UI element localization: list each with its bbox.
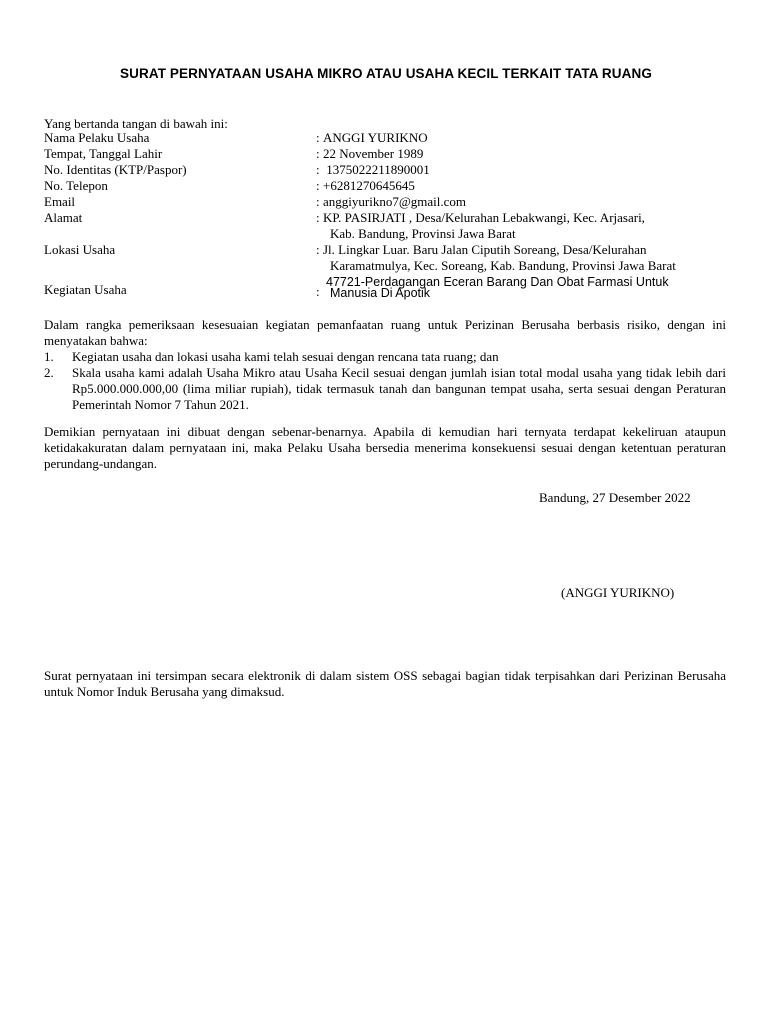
list-item xyxy=(44,365,726,413)
field-value: 1375022211890001 xyxy=(323,162,430,177)
field-label: Tempat, Tanggal Lahir xyxy=(44,146,163,161)
field-colon: : xyxy=(316,130,320,145)
field-label: Lokasi Usaha xyxy=(44,242,116,257)
field-value: Jl. Lingkar Luar. Baru Jalan Ciputih Soreang, Desa/Kelurahan xyxy=(323,242,647,257)
field-value: 22 November 1989 xyxy=(323,146,424,161)
field-label: Alamat xyxy=(44,210,83,225)
list-number: 1. xyxy=(44,349,54,364)
field-colon: : xyxy=(316,210,320,225)
list-text: Skala usaha kami adalah Usaha Mikro atau Usaha Kecil sesuai dengan jumlah isian total modal usaha yang tidak lebih dari Rp5.000.000.000,00 (lima miliar rupiah), tidak termasuk tanah dan bangunan tempat usaha, serta sesuai dengan Peraturan Pemerintah Nomor 7 Tahun 2021. xyxy=(72,365,726,412)
list-text: Kegiatan usaha dan lokasi usaha kami telah sesuai dengan rencana tata ruang; dan xyxy=(72,349,499,364)
field-value: 47721-Perdagangan Eceran Barang Dan Obat Farmasi Untuk xyxy=(326,275,669,289)
field-colon: : xyxy=(316,178,320,193)
field-colon: : xyxy=(316,162,320,177)
field-value: +6281270645645 xyxy=(323,178,415,193)
signatory-name: (ANGGI YURIKNO) xyxy=(561,585,675,600)
field-label: No. Identitas (KTP/Paspor) xyxy=(44,162,187,177)
document-title: SURAT PERNYATAAN USAHA MIKRO ATAU USAHA KECIL TERKAIT TATA RUANG xyxy=(120,66,652,81)
statement-lead: Dalam rangka pemeriksaan kesesuaian kegiatan pemanfaatan ruang untuk Perizinan Berusaha berbasis risiko, dengan ini menyatakan bahwa: xyxy=(44,317,726,348)
field-label: No. Telepon xyxy=(44,178,108,193)
list-item xyxy=(44,349,726,365)
closing-paragraph: Demikian pernyataan ini dibuat dengan sebenar-benarnya. Apabila di kemudian hari ternyata terdapat kekeliruan ataupun ketidakakuratan dalam pernyataan ini, maka Pelaku Usaha bersedia menerima konsekuensi sesuai dengan ketentuan peraturan perundang-undangan. xyxy=(44,424,726,471)
field-colon: : xyxy=(316,242,320,257)
field-colon: : xyxy=(316,146,320,161)
field-value-line2: Manusia Di Apotik xyxy=(330,286,431,300)
footer-note: Surat pernyataan ini tersimpan secara elektronik di dalam sistem OSS sebagai bagian tidak terpisahkan dari Perizinan Berusaha untuk Nomor Induk Berusaha yang dimaksud. xyxy=(44,668,726,699)
field-label: Nama Pelaku Usaha xyxy=(44,130,150,145)
statement-list xyxy=(44,349,726,413)
field-value-line2: Kab. Bandung, Provinsi Jawa Barat xyxy=(330,226,516,241)
field-value: KP. PASIRJATI , Desa/Kelurahan Lebakwangi, Kec. Arjasari, xyxy=(323,210,645,225)
list-number: 2. xyxy=(44,365,54,380)
field-label: Kegiatan Usaha xyxy=(44,282,127,297)
place-date: Bandung, 27 Desember 2022 xyxy=(539,490,691,505)
field-colon: : xyxy=(316,284,320,299)
field-value-line2: Karamatmulya, Kec. Soreang, Kab. Bandung, Provinsi Jawa Barat xyxy=(330,258,676,273)
field-label: Email xyxy=(44,194,76,209)
intro-text: Yang bertanda tangan di bawah ini: xyxy=(44,116,228,131)
field-colon: : xyxy=(316,194,320,209)
field-value: ANGGI YURIKNO xyxy=(323,130,428,145)
field-value: anggiyurikno7@gmail.com xyxy=(323,194,467,209)
